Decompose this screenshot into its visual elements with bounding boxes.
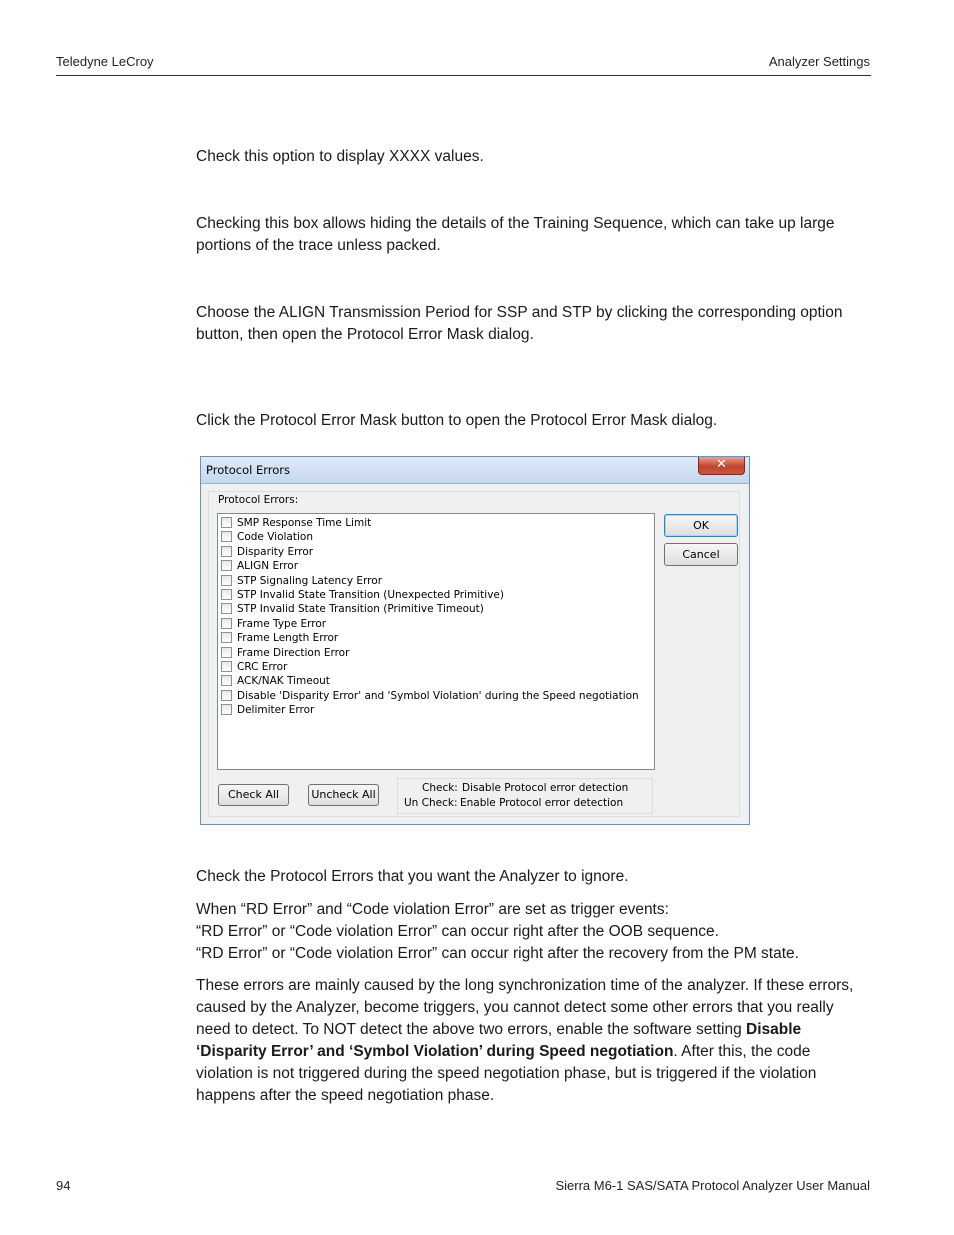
checkbox[interactable]: [221, 661, 232, 672]
checkbox[interactable]: [221, 517, 232, 528]
manual-title: Sierra M6-1 SAS/SATA Protocol Analyzer User Manual: [555, 1178, 870, 1193]
list-item-label: STP Invalid State Transition (Primitive Timeout): [237, 603, 484, 616]
dialog-title: Protocol Errors: [206, 463, 291, 477]
checkbox[interactable]: [221, 704, 232, 715]
checkbox[interactable]: [221, 632, 232, 643]
legend-box: [397, 778, 653, 814]
list-item-label: CRC Error: [237, 661, 288, 673]
header-section: Analyzer Settings: [768, 54, 870, 69]
page-number: 94: [56, 1178, 71, 1193]
legend-check-value: Disable Protocol error detection: [462, 782, 629, 794]
checkbox[interactable]: [221, 546, 232, 557]
paragraph-open-mask: Click the Protocol Error Mask button to open the Protocol Error Mask dialog.: [196, 412, 718, 429]
checkbox[interactable]: [221, 575, 232, 586]
list-item-label: Disparity Error: [237, 545, 314, 558]
list-item[interactable]: [221, 646, 349, 660]
checkbox[interactable]: [221, 675, 232, 686]
protocol-errors-dialog: [200, 456, 750, 825]
paragraph-display-values: Check this option to display XXXX values.: [196, 148, 484, 165]
list-item[interactable]: [221, 559, 298, 573]
header-divider: [56, 75, 871, 76]
list-item[interactable]: [221, 660, 287, 674]
list-item[interactable]: [221, 516, 371, 530]
protocol-errors-label: Protocol Errors:: [218, 494, 299, 506]
protocol-errors-list: [217, 513, 655, 770]
list-item-label: Frame Length Error: [237, 632, 339, 645]
sync-errors-text: These errors are mainly caused by the long synchronization time of the analyzer. If these errors, caused by the Analyzer, become triggers, you cannot detect some other errors that you really need to detect. To NOT detect the above two errors, enable the software setting: [196, 977, 854, 1038]
checkbox[interactable]: [221, 690, 232, 701]
legend-uncheck-key: Un Check:: [404, 797, 458, 809]
checkbox[interactable]: [221, 560, 232, 571]
checkbox[interactable]: [221, 589, 232, 600]
list-item-label: ALIGN Error: [237, 560, 299, 573]
close-icon[interactable]: ✕: [698, 457, 745, 475]
list-item-label: Frame Direction Error: [237, 646, 350, 659]
list-item-label: STP Signaling Latency Error: [237, 574, 383, 587]
trigger-events-line-2: “RD Error” or “Code violation Error” can occur right after the OOB sequence.: [196, 923, 719, 940]
dialog-titlebar: [201, 457, 749, 484]
list-item-label: ACK/NAK Timeout: [237, 675, 330, 688]
list-item[interactable]: [221, 588, 504, 602]
list-item-label: SMP Response Time Limit: [237, 517, 372, 529]
uncheck-all-button[interactable]: Uncheck All: [308, 784, 379, 806]
header-company: Teledyne LeCroy: [56, 54, 154, 69]
list-item[interactable]: [221, 545, 313, 559]
setting-name: Disable ‘Disparity Error’ and ‘Symbol Violation’ during Speed negotiation: [196, 1021, 802, 1060]
list-item[interactable]: [221, 703, 314, 717]
trigger-events-line-1: When “RD Error” and “Code violation Error” are set as trigger events:: [196, 901, 669, 918]
check-all-button[interactable]: Check All: [218, 784, 289, 806]
list-item-label: Delimiter Error: [237, 704, 315, 717]
checkbox[interactable]: [221, 647, 232, 658]
paragraph-sync-errors: [196, 975, 870, 1107]
paragraph-trigger-events: [196, 899, 876, 965]
checkbox[interactable]: [221, 531, 232, 542]
list-item[interactable]: [221, 617, 326, 631]
paragraph-check-errors: Check the Protocol Errors that you want the Analyzer to ignore.: [196, 868, 629, 885]
list-item[interactable]: [221, 530, 313, 544]
checkbox[interactable]: [221, 603, 232, 614]
list-item-label: Disable 'Disparity Error' and 'Symbol Violation' during the Speed negotiation: [237, 689, 639, 702]
ok-button[interactable]: OK: [664, 514, 738, 537]
sync-errors-text-end: . After this, the code violation is not triggered during the speed negotiation phase, but is triggered if the violation happens after the speed negotiation phase.: [196, 1043, 817, 1104]
list-item-label: STP Invalid State Transition (Unexpected Primitive): [237, 589, 504, 601]
list-item[interactable]: [221, 674, 330, 688]
cancel-button[interactable]: Cancel: [664, 543, 738, 566]
list-item[interactable]: [221, 602, 484, 616]
paragraph-training-sequence: Checking this box allows hiding the details of the Training Sequence, which can take up large portions of the trace unless packed.: [196, 215, 835, 254]
list-item-label: Frame Type Error: [237, 617, 327, 630]
list-item[interactable]: [221, 631, 338, 645]
legend-uncheck-value: Enable Protocol error detection: [460, 797, 624, 809]
paragraph-align-period: Choose the ALIGN Transmission Period for SSP and STP by clicking the corresponding option button, then open the Protocol Error Mask dialog.: [196, 304, 843, 343]
legend-check-key: Check:: [422, 782, 458, 794]
list-item[interactable]: [221, 574, 382, 588]
list-item-label: Code Violation: [237, 531, 313, 544]
list-item[interactable]: [221, 689, 639, 703]
checkbox[interactable]: [221, 618, 232, 629]
trigger-events-line-3: “RD Error” or “Code violation Error” can occur right after the recovery from the PM state.: [196, 945, 799, 962]
